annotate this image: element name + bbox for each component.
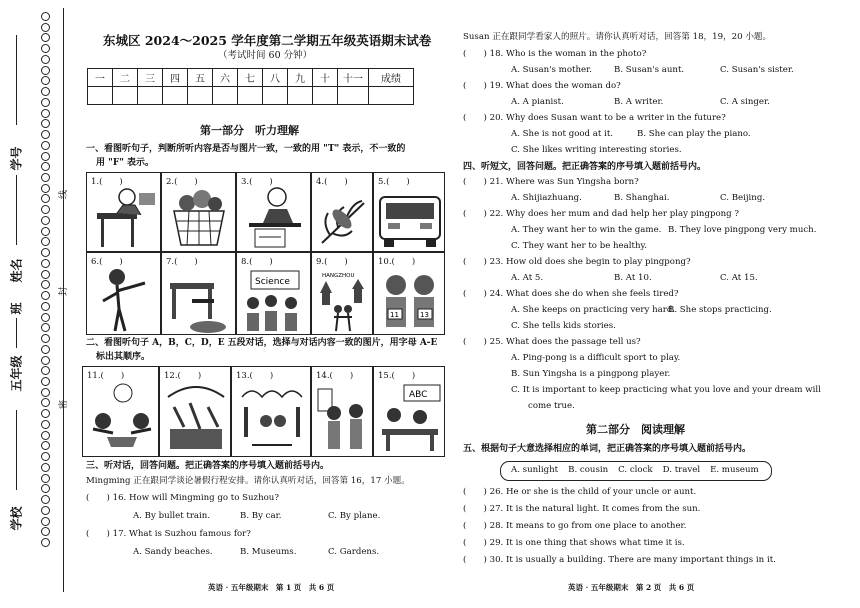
- picture-13: [231, 366, 311, 457]
- classroom-icon: [374, 367, 446, 458]
- picture-3: [236, 172, 311, 252]
- score-header-2: 三: [138, 69, 163, 87]
- q17-option-b: B. Museums.: [240, 547, 297, 557]
- kung-fu-kid-icon: [87, 253, 162, 336]
- word-bank-item: D. travel: [662, 465, 701, 475]
- question-20: ( ) 20. Why does Susan want to be a writer in the future?: [463, 113, 726, 123]
- picture-12: [159, 366, 231, 457]
- picture-9: [311, 252, 373, 335]
- picture-4: [311, 172, 373, 252]
- xuexiao-label: 学校: [9, 506, 24, 531]
- feng-mark: 封: [59, 286, 70, 297]
- question-17: ( ) 17. What is Suzhou famous for?: [86, 529, 251, 539]
- q25-option-c-line2: come true.: [528, 401, 575, 411]
- q22-option-c: C. They want her to be healthy.: [511, 241, 647, 251]
- q19-option-b: B. A writer.: [614, 97, 664, 107]
- picture-2-label: 2.( ): [166, 177, 198, 187]
- score-header-3: 四: [163, 69, 188, 87]
- section3-instruction: 三、听对话，回答问题。把正确答案的序号填入题前括号内。: [86, 461, 330, 471]
- exam-title: 东城区 2024～2025 学年度第二学期五年级英语期末试卷: [103, 33, 432, 48]
- car-icon: [374, 173, 446, 253]
- score-table: [87, 68, 414, 105]
- q23-option-b: B. At 10.: [614, 273, 652, 283]
- xuehao-label: 学号: [9, 146, 24, 171]
- score-cell-8[interactable]: [288, 87, 313, 105]
- score-header-1: 二: [113, 69, 138, 87]
- corn-plant-icon: [312, 173, 374, 253]
- question-18: ( ) 18. Who is the woman in the photo?: [463, 49, 647, 59]
- xian-mark: 线: [59, 189, 70, 200]
- abc-sign: ABC: [409, 390, 428, 400]
- score-header-9: 十: [313, 69, 338, 87]
- picture-14-label: 14.( ): [316, 371, 354, 381]
- question-22: ( ) 22. Why does her mum and dad help her play pingpong ?: [463, 209, 740, 219]
- score-cell-3[interactable]: [163, 87, 188, 105]
- section2-instruction-1: 二、看图听句子 A，B，C，D，E 五段对话，选择与对话内容一致的图片，用字母 A-E: [86, 338, 438, 348]
- q24-option-a: A. She keeps on practicing very hard.: [511, 305, 676, 315]
- picture-12-label: 12.( ): [164, 371, 202, 381]
- q17-option-a: A. Sandy beaches.: [133, 547, 213, 557]
- footer-right: 英语 · 五年级期末 第 2 页 共 6 页: [568, 583, 695, 592]
- score-cell-2[interactable]: [138, 87, 163, 105]
- q19-option-a: A. A pianist.: [511, 97, 564, 107]
- number-13: 13: [420, 311, 429, 319]
- picture-13-label: 13.( ): [236, 371, 274, 381]
- picture-10-label: 10.( ): [378, 257, 416, 267]
- time-note: （考试时间 60 分钟）: [218, 50, 313, 61]
- section2-instruction-2: 标出其顺序。: [96, 352, 151, 362]
- question-28: ( ) 28. It means to go from one place to another.: [463, 521, 687, 531]
- section5-instruction: 五、根据句子大意选择相应的单词，把正确答案的序号填入题前括号内。: [463, 444, 752, 454]
- q18-option-b: B. Susan's aunt.: [614, 65, 685, 75]
- question-19: ( ) 19. What does the woman do?: [463, 81, 621, 91]
- word-bank-item: B. cousin: [568, 465, 609, 475]
- q20-option-c: C. She likes writing interesting stories.: [511, 145, 682, 155]
- picture-2: [161, 172, 236, 252]
- question-23: ( ) 23. How old does she begin to play pingpong?: [463, 257, 691, 267]
- question-26: ( ) 26. He or she is the child of your uncle or aunt.: [463, 487, 697, 497]
- ban-label: 班: [9, 302, 24, 315]
- science-sign: Science: [255, 277, 290, 287]
- picture-5-label: 5.( ): [378, 177, 410, 187]
- picture-5: [373, 172, 445, 252]
- binding-holes: [38, 12, 52, 547]
- section1-instruction-2: 用 "F" 表示。: [96, 158, 155, 168]
- q25-option-a: A. Ping-pong is a difficult sport to play.: [511, 353, 681, 363]
- section1-instruction-1: 一、看图听句子，判断所听内容是否与图片一致，一致的用 "T" 表示，不一致的: [86, 144, 406, 154]
- office-worker-icon: [87, 173, 162, 253]
- q16-option-c: C. By plane.: [328, 511, 381, 521]
- mi-mark: 密: [59, 399, 70, 410]
- q24-option-b: B. She stops practicing.: [668, 305, 772, 315]
- score-cell-6[interactable]: [238, 87, 263, 105]
- question-29: ( ) 29. It is one thing that shows what time it is.: [463, 538, 685, 548]
- desk-chair-icon: [162, 253, 237, 336]
- q16-option-b: B. By car.: [240, 511, 282, 521]
- science-class-icon: [237, 253, 312, 336]
- word-bank-item: E. museum: [710, 465, 759, 475]
- picture-3-label: 3.( ): [241, 177, 273, 187]
- question-24: ( ) 24. What does she do when she feels tired?: [463, 289, 679, 299]
- picture-8-label: 8.( ): [241, 257, 273, 267]
- score-header-8: 九: [288, 69, 313, 87]
- two-people-talking-icon: [312, 367, 374, 458]
- part2-title: 第二部分 阅读理解: [586, 423, 685, 436]
- nianji-label: 五年级: [9, 355, 24, 392]
- fruit-basket-icon: [162, 173, 237, 253]
- q25-option-c-line1: C. It is important to keep practicing what you love and your dream will: [511, 385, 821, 395]
- storm-scene-icon: [160, 367, 232, 458]
- q20-option-a: A. She is not good at it.: [511, 129, 614, 139]
- picture-14: [311, 366, 373, 457]
- picture-8: [236, 252, 311, 335]
- score-cell-5[interactable]: [213, 87, 238, 105]
- picture-9-label: 9.( ): [316, 257, 348, 267]
- intro-18-20: Susan 正在跟同学看家人的照片。请你认真听对话，回答第 18，19，20 小题。: [463, 32, 772, 42]
- score-header-5: 六: [213, 69, 238, 87]
- score-cell-10[interactable]: [338, 87, 369, 105]
- q18-option-a: A. Susan's mother.: [511, 65, 592, 75]
- q24-option-c: C. She tells kids stories.: [511, 321, 616, 331]
- q22-option-b: B. They love pingpong very much.: [668, 225, 817, 235]
- number-11: 11: [390, 311, 399, 319]
- question-25: ( ) 25. What does the passage tell us?: [463, 337, 641, 347]
- picture-11: [82, 366, 159, 457]
- picture-1-label: 1.( ): [91, 177, 123, 187]
- picture-15: [373, 366, 445, 457]
- boy-drawing-icon: [237, 173, 312, 253]
- q19-option-c: C. A singer.: [720, 97, 770, 107]
- part1-title: 第一部分 听力理解: [200, 124, 299, 137]
- intro-16-17: Mingming 正在跟同学谈论暑假行程安排。请你认真听对话，回答第 16，17 小题。: [86, 476, 410, 486]
- q21-option-c: C. Beijing.: [720, 193, 766, 203]
- score-header-4: 五: [188, 69, 213, 87]
- question-16: ( ) 16. How will Mingming go to Suzhou?: [86, 493, 279, 503]
- score-header-6: 七: [238, 69, 263, 87]
- word-bank-item: C. clock: [618, 465, 653, 475]
- picture-1: [86, 172, 161, 252]
- score-cell-1[interactable]: [113, 87, 138, 105]
- score-cell-0[interactable]: [88, 87, 113, 105]
- q25-option-b: B. Sun Yingsha is a pingpong player.: [511, 369, 671, 379]
- q20-option-b: B. She can play the piano.: [637, 129, 751, 139]
- question-21: ( ) 21. Where was Sun Yingsha born?: [463, 177, 639, 187]
- q16-option-a: A. By bullet train.: [133, 511, 211, 521]
- score-cell-11[interactable]: [369, 87, 414, 105]
- picture-10: [373, 252, 445, 335]
- xingming-label: 姓名: [9, 258, 24, 283]
- score-header-0: 一: [88, 69, 113, 87]
- q23-option-c: C. At 15.: [720, 273, 758, 283]
- q22-option-a: A. They want her to win the game.: [511, 225, 662, 235]
- word-bank: [511, 465, 759, 475]
- score-header-10: 十一: [338, 69, 369, 87]
- q17-option-c: C. Gardens.: [328, 547, 380, 557]
- question-30: ( ) 30. It is usually a building. There are many important things in it.: [463, 555, 776, 565]
- q23-option-a: A. At 5.: [511, 273, 544, 283]
- score-cell-9[interactable]: [313, 87, 338, 105]
- q21-option-b: B. Shanghai.: [614, 193, 670, 203]
- score-header-11: 成绩: [369, 69, 414, 87]
- picture-6: [86, 252, 161, 335]
- footer-left: 英语 · 五年级期末 第 1 页 共 6 页: [208, 583, 335, 592]
- q18-option-c: C. Susan's sister.: [720, 65, 794, 75]
- picture-7-label: 7.( ): [166, 257, 198, 267]
- garden-scene-icon: [232, 367, 312, 458]
- kids-reading-icon: [83, 367, 160, 458]
- q21-option-a: A. Shijiazhuang.: [511, 193, 582, 203]
- score-header-7: 八: [263, 69, 288, 87]
- picture-15-label: 15.( ): [378, 371, 416, 381]
- picture-6-label: 6.( ): [91, 257, 123, 267]
- two-kids-icon: [374, 253, 446, 336]
- word-bank-box: [500, 461, 772, 481]
- word-bank-item: A. sunlight: [511, 465, 559, 475]
- picture-11-label: 11.( ): [87, 371, 125, 381]
- section4-instruction: 四、听短文，回答问题。把正确答案的序号填入题前括号内。: [463, 162, 707, 172]
- score-cell-7[interactable]: [263, 87, 288, 105]
- picture-4-label: 4.( ): [316, 177, 348, 187]
- hangzhou-pagoda-icon: [312, 253, 374, 336]
- binding-margin: [0, 0, 70, 608]
- hangzhou-sign: HANGZHOU: [322, 273, 355, 279]
- picture-7: [161, 252, 236, 335]
- score-cell-4[interactable]: [188, 87, 213, 105]
- question-27: ( ) 27. It is the natural light. It comes from the sun.: [463, 504, 701, 514]
